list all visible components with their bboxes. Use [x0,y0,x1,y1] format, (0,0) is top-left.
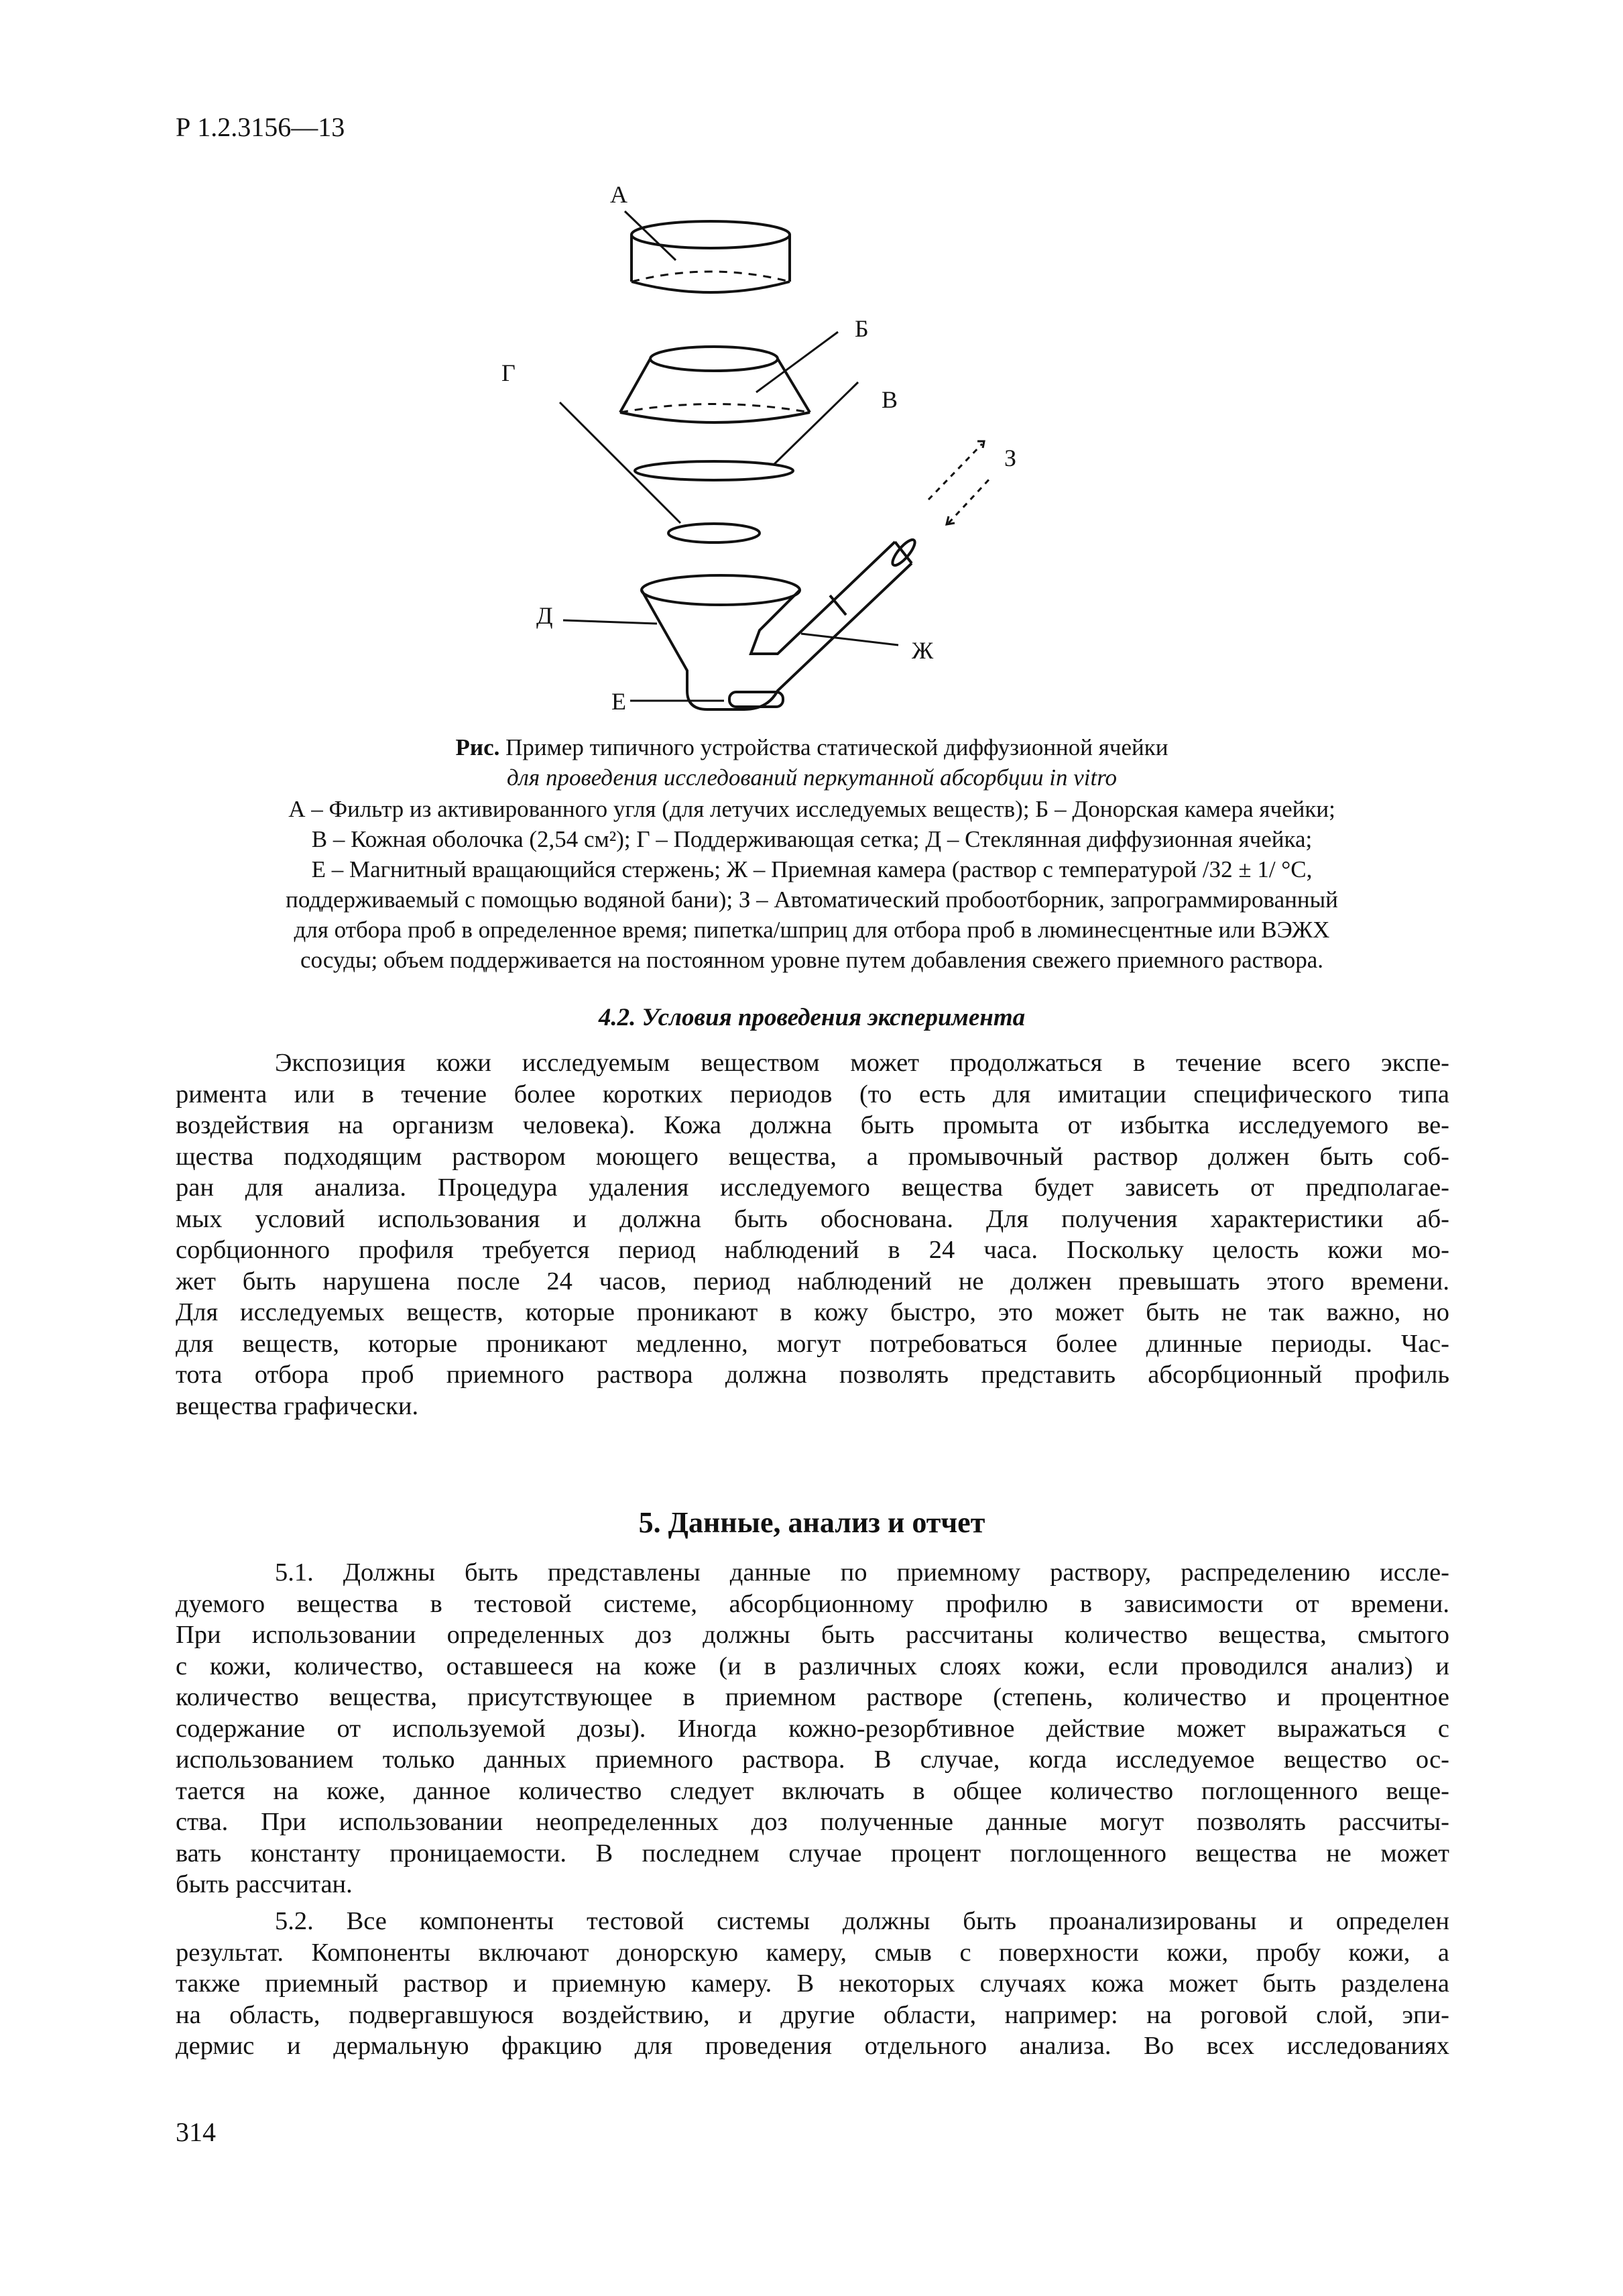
legend-line: Е – Магнитный вращающийся стержень; Ж – Приемная камера (раствор с температурой /32 ± 1/ °С, [311,856,1313,882]
caption-title-line2: для проведения исследований перкутанной абсорбции [506,764,1050,791]
leader-b [756,332,838,392]
label-zh: Ж [912,637,934,664]
text-line: 5.2. Все компоненты тестовой системы должны быть проанализированы и определен [275,1907,1449,1935]
text-line: использованием только данных приемного раствора. В случае, когда исследуемое вещество ос- [176,1745,1449,1774]
text-line: сорбционного профиля требуется период наблюдений в 24 часа. Поскольку целость кожи мо- [176,1236,1449,1264]
text-line: При использовании определенных доз должны быть рассчитаны количество вещества, смытого [176,1621,1449,1649]
legend-line: сосуды; объем поддерживается на постоянном уровне путем добавления свежего приемного раствора. [300,947,1324,973]
legend-line: А – Фильтр из активированного угля (для летучих исследуемых веществ); Б – Донорская камера ячейки; [288,796,1335,822]
text-line: 5.1. Должны быть представлены данные по приемному раствору, распределению иссле- [275,1558,1449,1587]
label-e: Е [611,688,626,715]
label-z: З [1004,445,1017,471]
donor-chamber [620,347,810,422]
document-id: Р 1.2.3156—13 [176,112,345,142]
filter-cylinder [632,221,790,292]
support-mesh [668,524,760,542]
label-d: Д [536,602,553,629]
text-line: ран для анализа. Процедура удаления исследуемого вещества будет зависеть от предполагае- [176,1173,1449,1202]
text-line: результат. Компоненты включают донорскую камеру, смыв с поверхности кожи, пробу кожи, а [176,1938,1449,1967]
label-a: А [610,181,627,208]
diffusion-cell-diagram [429,161,1180,731]
diffusion-cell-body [642,536,918,709]
text-line: Экспозиция кожи исследуемым веществом может продолжаться в течение всего экспе- [275,1049,1449,1077]
text-line: воздействия на организм человека). Кожа должна быть промыта от избытка исследуемого ве- [176,1111,1449,1139]
section-5-1-paragraph [176,1557,1449,1900]
text-line: тота отбора проб приемного раствора должна позволять представить абсорбционный профиль [176,1361,1449,1389]
text-line: вать константу проницаемости. В последнем случае процент поглощенного вещества не может [176,1839,1449,1868]
label-b: Б [855,315,869,342]
legend-line: В – Кожная оболочка (2,54 см²); Г – Поддерживающая сетка; Д – Стеклянная диффузионная ячейка; [311,826,1313,852]
page-number: 314 [176,2117,216,2147]
skin-membrane [635,461,793,480]
text-line: количество вещества, присутствующее в приемном растворе (степень, количество и процентное [176,1683,1449,1711]
legend-line: для отбора проб в определенное время; пипетка/шприц для отбора проб в люминесцентные или ВЭЖХ [294,917,1330,943]
leader-v [774,382,858,464]
leader-d [563,620,657,624]
text-line: щества подходящим раствором моющего вещества, а промывочный раствор должен быть соб- [176,1142,1449,1171]
figure-caption [171,732,1453,975]
text-line: быть рассчитан. [176,1870,353,1898]
text-line: для веществ, которые проникают медленно, могут потребоваться более длинные периоды. Час- [176,1329,1449,1358]
text-line: на область, подвергавшуюся воздействию, и другие области, например: на роговой слой, эпи- [176,2000,1449,2029]
caption-prefix: Рис. [455,734,500,760]
section-4-2-heading: 4.2. Условия проведения эксперимента [598,1004,1026,1031]
text-line: римента или в течение более коротких периодов (то есть для имитации специфического типа [176,1080,1449,1108]
label-v: В [882,386,898,413]
legend-line: поддерживаемый с помощью водяной бани); З – Автоматический пробоотборник, запрограммированный [286,886,1338,913]
sampler-arrows [928,441,992,524]
text-line: дуемого вещества в тестовой системе, абсорбционному профилю в зависимости от времени. [176,1589,1449,1618]
label-g: Г [501,359,516,386]
text-line: ства. При использовании неопределенных доз полученные данные могут позволять рассчиты- [176,1808,1449,1836]
diffusion-cell-figure [429,161,1180,731]
leader-zh [801,634,898,645]
caption-legend [171,794,1453,975]
text-line: вещества графически. [176,1391,419,1420]
caption-italic: in vitro [1049,764,1118,791]
text-line: с кожи, количество, оставшееся на коже (и в различных слоях кожи, если проводился анализ) и [176,1652,1449,1680]
text-line: Для исследуемых веществ, которые проникают в кожу быстро, это может быть не так важно, но [176,1298,1449,1326]
text-line: тается на коже, данное количество следует включать в общее количество поглощенного веще- [176,1776,1449,1805]
text-line: содержание от используемой дозы). Иногда кожно-резорбтивное действие может выражаться с [176,1714,1449,1743]
text-line: мых условий использования и должна быть обоснована. Для получения характеристики аб- [176,1204,1449,1233]
text-line: дермис и дермальную фракцию для проведения отдельного анализа. Во всех исследованиях [176,2032,1449,2060]
section-5-2-paragraph [176,1906,1449,2062]
caption-title: Пример типичного устройства статической диффузионной ячейки [499,734,1168,760]
section-5-heading: 5. Данные, анализ и отчет [638,1506,985,1539]
text-line: жет быть нарушена после 24 часов, период наблюдений не должен превышать этого времени. [176,1267,1449,1296]
text-line: также приемный раствор и приемную камеру. В некоторых случаях кожа может быть разделена [176,1969,1449,1998]
section-4-2-paragraph [176,1047,1449,1422]
